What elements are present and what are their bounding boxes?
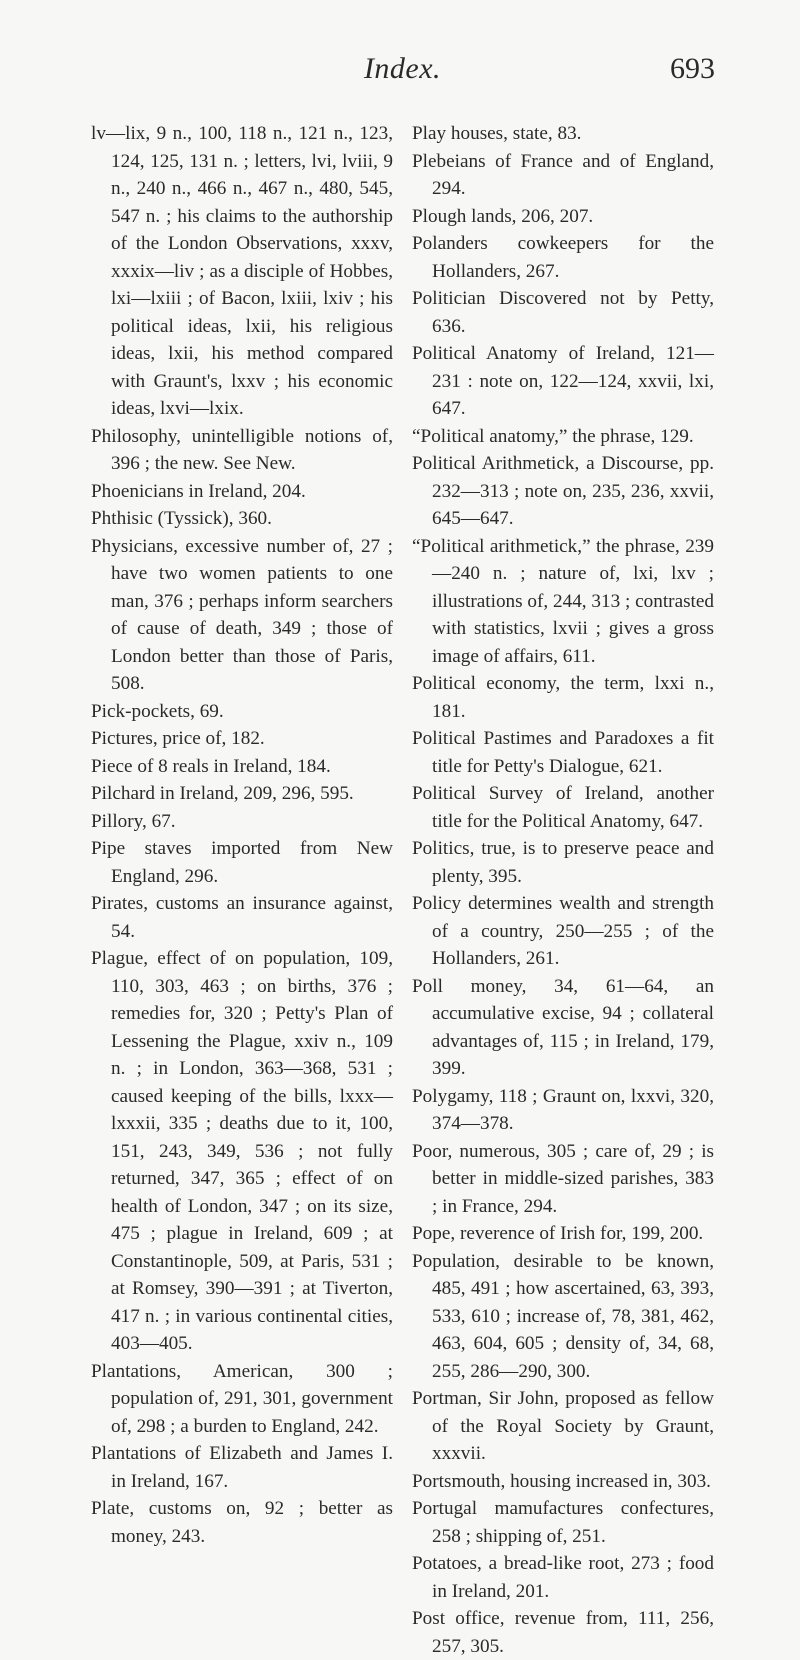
- index-entry: Plough lands, 206, 207.: [412, 205, 594, 227]
- running-title: Index.: [363, 52, 442, 85]
- index-entry: Political Pastimes and Paradoxes a fit title for Petty's Dialogue, 621.: [412, 728, 714, 777]
- index-entry: Population, desirable to be known, 485, 491 ; how ascertained, 63, 393, 533, 610 ; increase of, 78, 381, 462, 463, 604, 605 ; density of, 34, 68, 255, 286—290, 300.: [412, 1250, 714, 1382]
- index-entry: Portsmouth, housing increased in, 303.: [412, 1470, 711, 1492]
- index-entry: Portman, Sir John, proposed as fellow of the Royal Society by Graunt, xxxvii.: [412, 1388, 714, 1464]
- index-entry: Piece of 8 reals in Ireland, 184.: [91, 755, 331, 777]
- index-entry: Pilchard in Ireland, 209, 296, 595.: [91, 783, 354, 804]
- index-entry: Pipe staves imported from New England, 296.: [91, 838, 393, 887]
- page-number: 693: [670, 52, 715, 85]
- index-entry: “Political anatomy,” the phrase, 129.: [412, 425, 694, 447]
- index-entry: Portugal mamufactures confectures, 258 ; shipping of, 251.: [412, 1498, 714, 1547]
- index-entry: Potatoes, a bread-like root, 273 ; food in Ireland, 201.: [412, 1553, 714, 1602]
- index-entry: lv—lix, 9 n., 100, 118 n., 121 n., 123, 124, 125, 131 n. ; letters, lvi, lviii, 9 n., 240 n., 466 n., 467 n., 480, 545, 547 n. ; his claims to the authorship of the London Observations, xxxv, xxxix—liv ; as a disciple of Hobbes, lxi—lxiii ; of Bacon, lxiii, lxiv ; his political ideas, lxii, his religious ideas, lxii, his method compared with Graunt's, lxxv ; his economic ideas, lxvi—lxix.: [91, 123, 393, 419]
- index-column-right: [412, 120, 714, 1660]
- index-entry: Pillory, 67.: [91, 810, 176, 832]
- index-entry: Politician Discovered not by Petty, 636.: [412, 288, 714, 337]
- index-entry: Philosophy, unintelligible notions of, 396 ; the new. See New.: [91, 425, 393, 474]
- index-entry: Pope, reverence of Irish for, 199, 200.: [412, 1223, 704, 1244]
- index-entry: Polygamy, 118 ; Graunt on, lxxvi, 320, 374—378.: [412, 1085, 714, 1134]
- index-entry: Plantations, American, 300 ; population of, 291, 301, government of, 298 ; a burden to England, 242.: [91, 1360, 393, 1437]
- index-entry: Poll money, 34, 61—64, an accumulative excise, 94 ; collateral advantages of, 115 ; in Ireland, 179, 399.: [412, 975, 714, 1079]
- index-column-left: [91, 120, 393, 1550]
- index-entry: Pirates, customs an insurance against, 54.: [91, 893, 393, 942]
- index-entry: Physicians, excessive number of, 27 ; have two women patients to one man, 376 ; perhaps inform searchers of cause of death, 349 ; those of London better than those of Paris, 508.: [91, 535, 393, 694]
- index-entry: Plantations of Elizabeth and James I. in Ireland, 167.: [91, 1443, 393, 1492]
- index-entry: Phthisic (Tyssick), 360.: [91, 508, 272, 529]
- index-entry: Politics, true, is to preserve peace and plenty, 395.: [412, 838, 714, 887]
- index-entry: Pick-pockets, 69.: [91, 700, 224, 722]
- index-entry: Play houses, state, 83.: [412, 123, 582, 144]
- index-entry: Polanders cowkeepers for the Hollanders, 267.: [412, 233, 714, 282]
- index-entry: Plebeians of France and of England, 294.: [412, 150, 714, 199]
- index-entry: Plague, effect of on population, 109, 110, 303, 463 ; on births, 376 ; remedies for, 320 ; Petty's Plan of Lessening the Plague, xxiv n., 109 n. ; in London, 363—368, 531 ; caused keeping of the bills, lxxx—lxxxii, 335 ; deaths due to it, 100, 151, 243, 349, 536 ; not fully returned, 347, 365 ; effect of on health of London, 347 ; on its size, 475 ; plague in Ireland, 609 ; at Constantinople, 509, at Paris, 531 ; at Romsey, 390—391 ; at Tiverton, 417 n. ; in various continental cities, 403—405.: [91, 948, 393, 1354]
- index-entry: Policy determines wealth and strength of a country, 250—255 ; of the Hollanders, 261.: [412, 893, 714, 969]
- index-entry: Pictures, price of, 182.: [91, 728, 265, 749]
- index-entry: Political Anatomy of Ireland, 121—231 : note on, 122—124, xxvii, lxi, 647.: [412, 343, 714, 419]
- index-entry: Political economy, the term, lxxi n., 181.: [412, 673, 714, 722]
- index-entry: Political Arithmetick, a Discourse, pp. 232—313 ; note on, 235, 236, xxvii, 645—647.: [412, 453, 714, 529]
- index-entry: Phoenicians in Ireland, 204.: [91, 480, 306, 502]
- index-entry: Plate, customs on, 92 ; better as money, 243.: [91, 1498, 393, 1547]
- index-entry: Political Survey of Ireland, another title for the Political Anatomy, 647.: [412, 783, 714, 832]
- page-header: [90, 52, 715, 98]
- index-entry: Post office, revenue from, 111, 256, 257, 305.: [412, 1608, 714, 1657]
- index-entry: Poor, numerous, 305 ; care of, 29 ; is better in middle-sized parishes, 383 ; in France, 294.: [412, 1140, 714, 1217]
- index-entry: “Political arithmetick,” the phrase, 239—240 n. ; nature of, lxi, lxv ; illustrations of, 244, 313 ; contrasted with statistics, lxvii ; gives a gross image of affairs, 611.: [412, 535, 714, 667]
